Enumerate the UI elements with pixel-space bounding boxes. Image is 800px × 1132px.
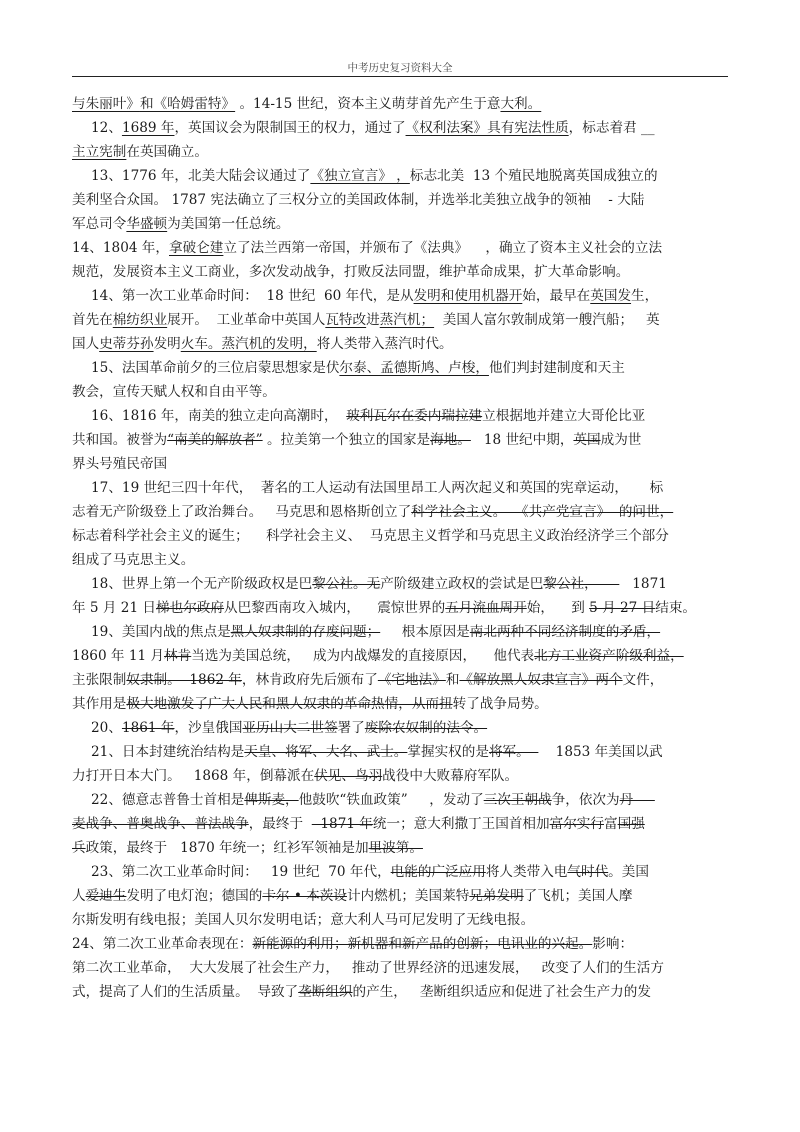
struck-text: 将军。 — [488, 744, 539, 760]
text-run: 18、世界上第一个无产阶级政权是巴 — [91, 576, 313, 592]
struck-text: 国强 — [617, 816, 645, 832]
struck-text: 5 月 27 日 — [589, 600, 656, 616]
text-line — [72, 140, 728, 164]
text-line — [72, 860, 728, 884]
struck-text: 黎公社， — [543, 576, 620, 592]
text-run: 将人类带入蒸汽时代。 — [316, 336, 453, 352]
struck-text: 北方工业资产阶级利益， — [534, 648, 684, 664]
text-run: 22、德意志普鲁士首相是 — [91, 792, 245, 808]
struck-text: 新能源的利用；新机器和新产品的创新；电讯业的兴起。 — [252, 936, 593, 952]
text-line — [72, 836, 728, 860]
text-run: 将人类带入电 — [485, 864, 568, 880]
underlined-text: 《权利法案》具有宪法性质 — [405, 120, 569, 136]
text-run: 24、第二次工业革命表现在： — [72, 936, 253, 952]
text-run: 军总司令 — [72, 216, 127, 232]
text-line — [72, 548, 728, 572]
text-run: 。美国 — [608, 864, 649, 880]
text-run: 转了战争局势。 — [452, 696, 548, 712]
underlined-text: 1689 年 — [121, 120, 175, 136]
text-line — [72, 236, 728, 260]
struck-text: 1861 年 — [121, 720, 175, 736]
struck-text: 1871 年 — [311, 816, 373, 832]
underlined-text: 和《哈姆雷特》 — [139, 96, 236, 112]
struck-text: 极大地激发了广大人民和黑人奴隶的革命热情，从而扭 — [126, 696, 453, 712]
underlined-text: 英国发 — [590, 288, 632, 304]
text-run: 他鼓吹“铁血政策” ，发动了 — [298, 792, 484, 808]
underlined-text: 尔泰、孟德斯鸠、卢梭， — [339, 360, 489, 376]
underlined-text: 棉纺织业 — [112, 312, 168, 328]
text-run: 了飞机；美国人摩 — [523, 888, 633, 904]
text-run: 美国人富尔敦制成第一艘汽船； 英 — [434, 312, 660, 328]
text-run: 教会，宣传天赋人权和自由平等。 — [72, 384, 276, 400]
text-run: 展开。 工业革命中英国人 — [167, 312, 326, 328]
text-run: 1853 年美国以武 — [538, 744, 663, 760]
text-run: 年 5 月 21 日 — [72, 600, 157, 616]
text-run: 政策，最终于 1870 年统一；红衫军领袖是加 — [85, 840, 369, 856]
text-line — [72, 284, 728, 308]
text-line — [72, 932, 728, 956]
text-run: 当选为美国总统， 成为内战爆发的直接原因， 他代表 — [191, 648, 535, 664]
text-run: 在英国确立。 — [126, 144, 208, 160]
text-run: ，标志着君 — [568, 120, 641, 136]
text-line — [72, 764, 728, 788]
text-line — [72, 404, 728, 428]
text-run: 根本原因是 — [380, 624, 470, 640]
struck-text: 垄断组织 — [298, 984, 353, 1000]
struck-text: 卡尔 • 本茨设 — [262, 888, 347, 904]
text-run: 17、19 世纪三四十年代， 著名的工人运动有法国里昂工人两次起义和英国的宪章运动， 标 — [91, 480, 664, 496]
page-header-title: 中考历史复习资料大全 — [347, 62, 453, 74]
text-run: 他们判封建制度和天主 — [488, 360, 625, 376]
underlined-text: 与朱丽叶》 — [72, 96, 140, 112]
text-line — [72, 956, 728, 980]
text-run: ，最终于 — [248, 816, 312, 832]
struck-text: 气时代 — [567, 864, 609, 880]
underlined-text: 蒸汽机； — [379, 312, 435, 328]
text-run: 19、美国内战的焦点是 — [91, 624, 231, 640]
text-run: 战役中大败幕府军队。 — [382, 768, 519, 784]
text-run: 发明 — [153, 336, 181, 352]
text-run: 20、 — [91, 720, 122, 736]
text-line — [72, 260, 728, 284]
struck-text: 三次王朝战 — [483, 792, 552, 808]
text-run: 16、1816 年，南美的独立走向高潮时， — [91, 408, 347, 424]
text-run: 规范，发展资本主义工商业，多次发动战争，打败反法同盟，维护革命成果，扩大革命影响。 — [72, 264, 630, 280]
struck-text: “南美的解放者” — [167, 432, 263, 448]
text-line — [72, 356, 728, 380]
struck-text: 海地。 — [430, 432, 471, 448]
underlined-text: 华盛顿 — [126, 216, 168, 232]
text-run: 尔斯发明有线电报；美国人贝尔发明电话；意大利人马可尼发明了无线电报。 — [72, 912, 535, 928]
text-line — [72, 668, 728, 692]
text-run: 计内燃机；美国莱特 — [346, 888, 470, 904]
text-line — [72, 644, 728, 668]
struck-text: 亚历山大二世签 — [242, 720, 338, 736]
text-run: 立根据地并建立大哥伦比亚 — [482, 408, 646, 424]
text-run: 始，最早在 — [522, 288, 591, 304]
text-line — [72, 524, 728, 548]
text-run: 23、第二次工业革命时间： 19 世纪 70 年代， — [91, 864, 391, 880]
struck-text: 梯也尔政府 — [156, 600, 224, 616]
underlined-text: 史蒂芬孙 — [99, 336, 154, 352]
struck-text: 英国 — [573, 432, 601, 448]
underlined-text: 拿破仑建 — [169, 240, 224, 256]
text-run: 影响： — [592, 936, 634, 952]
text-run: 1860 年 11 月 — [72, 648, 165, 664]
text-line — [72, 788, 728, 812]
text-run: 发明了电灯泡；德国的 — [126, 888, 263, 904]
text-run: 的产生， 垄断组织适应和促进了社会生产力的发 — [352, 984, 651, 1000]
struck-text: 五月流血周开 — [445, 600, 527, 616]
text-run: 从巴黎西南攻入城内， 震惊世界的 — [223, 600, 446, 616]
text-line — [72, 572, 728, 596]
text-run: 统一；意大利撒丁王国首相加 — [372, 816, 550, 832]
text-run: 其作用是 — [72, 696, 127, 712]
text-run: 第二次工业革命， 大大发展了社会生产力， 推动了世界经济的迅速发展， 改变了人们的生活方 — [72, 960, 664, 976]
text-run: 。拉美第一个独立的国家是 — [262, 432, 431, 448]
text-line — [72, 716, 728, 740]
struck-text: 伏见、鸟羽 — [314, 768, 383, 784]
struck-text: 科学社会主义。 《共产党宣言》 的问世， — [411, 504, 674, 520]
text-run: 美利坚合众国。 1787 宪法确立了三权分立的美国政体制，并选举北美独立战争的领袖 - 大陆 — [72, 192, 645, 208]
text-run: __ — [640, 120, 655, 136]
text-line — [72, 92, 728, 116]
text-run: 共和国。被誉为 — [72, 432, 168, 448]
text-run: 署了 — [337, 720, 365, 736]
struck-text: 天皇、将军、大名、武士。 — [244, 744, 408, 760]
text-run: 标志北美 13 个殖民地脱离英国成独立的 — [409, 168, 658, 184]
underlined-text: 《独立宣言》 ， — [310, 168, 410, 184]
struck-text: 奴隶制。 1862 年 — [126, 672, 242, 688]
struck-text: 黑人奴隶制的存废问题； — [230, 624, 381, 640]
text-run: 14、第一次工业革命时间： 18 世纪 60 年代，是从 — [91, 288, 414, 304]
text-run: ，英国议会为限制国王的权力，通过了 — [174, 120, 406, 136]
text-run: 和 — [445, 672, 460, 688]
text-line — [72, 692, 728, 716]
struck-text: 丹 — [619, 792, 655, 808]
underlined-text: 发明和使用机器开 — [413, 288, 523, 304]
text-run: 12、 — [91, 120, 122, 136]
text-run: ，林肯政府先后颁布了 — [241, 672, 378, 688]
text-run: 文件， — [622, 672, 664, 688]
struck-text: 兵 — [72, 840, 86, 856]
text-run: 1871 — [619, 576, 667, 592]
text-run: 富 — [604, 816, 618, 832]
text-line — [72, 212, 728, 236]
text-line — [72, 980, 728, 1004]
struck-text: 富尔实行 — [549, 816, 604, 832]
struck-text: 废除农奴制的法令。 — [364, 720, 488, 736]
struck-text: 爱迪生 — [85, 888, 127, 904]
text-run: 。14-15 世纪，资本主义萌芽首先产生于意 — [235, 96, 501, 112]
text-run: 界头号殖民帝国 — [72, 456, 168, 472]
text-line — [72, 164, 728, 188]
text-run: 标志着科学社会主义的诞生； 科学社会主义、 马克思主义哲学和马克思主义政治经济学三个部分 — [72, 528, 669, 544]
underlined-text: 火车。蒸汽机的发明， — [180, 336, 317, 352]
underlined-text: 主立宪制 — [72, 144, 127, 160]
text-line — [72, 116, 728, 140]
text-line — [72, 308, 728, 332]
text-line — [72, 884, 728, 908]
text-run: 组成了马克思主义。 — [72, 552, 195, 568]
text-run: 力打开日本大门。 1868 年，倒幕派在 — [72, 768, 315, 784]
text-run: 掌握实权的是 — [407, 744, 489, 760]
document-body — [72, 92, 728, 1004]
struck-text: 里波第。 — [368, 840, 423, 856]
text-line — [72, 188, 728, 212]
text-line — [72, 428, 728, 452]
text-run: 产阶级建立政权的尝试是巴 — [380, 576, 544, 592]
text-line — [72, 620, 728, 644]
text-run: 生， — [631, 288, 659, 304]
text-line — [72, 812, 728, 836]
text-run: 争，依次为 — [551, 792, 620, 808]
text-run: 14、1804 年， — [72, 240, 169, 256]
text-line — [72, 908, 728, 932]
text-run: 进 — [366, 312, 380, 328]
text-run: 15、法国革命前夕的三位启蒙思想家是伏 — [91, 360, 340, 376]
text-line — [72, 380, 728, 404]
struck-text: 《宅地法》 — [377, 672, 446, 688]
text-run: 21、日本封建统治结构是 — [91, 744, 245, 760]
text-run: 始， 到 — [526, 600, 590, 616]
text-run: 立了法兰西第一帝国，并颁布了《法典》 ，确立了资本主义社会的立法 — [223, 240, 663, 256]
struck-text: 电能的广泛应用 — [390, 864, 486, 880]
text-line — [72, 596, 728, 620]
struck-text: 林肯 — [164, 648, 192, 664]
underlined-text: 瓦特改 — [325, 312, 367, 328]
struck-text: 俾斯麦， — [244, 792, 299, 808]
struck-text: 麦战争、普奥战争、普法战争 — [72, 816, 249, 832]
header-divider — [72, 76, 728, 77]
text-line — [72, 500, 728, 524]
text-run: 首先在 — [72, 312, 113, 328]
struck-text: 黎公社。无 — [312, 576, 381, 592]
text-run: 国人 — [72, 336, 100, 352]
text-run: 为美国第一任总统。 — [167, 216, 290, 232]
text-run: 结束。 — [655, 600, 697, 616]
text-run: 成为世 — [600, 432, 642, 448]
struck-text: 《解放黑人奴隶宣言》两个 — [459, 672, 623, 688]
text-line — [72, 740, 728, 764]
text-line — [72, 476, 728, 500]
text-run: 志着无产阶级登上了政治舞台。 马克思和恩格斯创立了 — [72, 504, 412, 520]
text-run: 式，提高了人们的生活质量。 导致了 — [72, 984, 299, 1000]
text-line — [72, 332, 728, 356]
struck-text: 玻利瓦尔在委内瑞拉建 — [346, 408, 483, 424]
struck-text: 南北两种不同经济制度的矛盾， — [469, 624, 661, 640]
text-run: ，沙皇俄国 — [174, 720, 243, 736]
text-run: 主张限制 — [72, 672, 127, 688]
text-run: 人 — [72, 888, 86, 904]
text-run: 18 世纪中期， — [470, 432, 574, 448]
text-line — [72, 452, 728, 476]
struck-text: 兄弟发明 — [469, 888, 524, 904]
text-run: 13、1776 年，北美大陆会议通过了 — [91, 168, 311, 184]
underlined-text: 大利。 — [500, 96, 542, 112]
